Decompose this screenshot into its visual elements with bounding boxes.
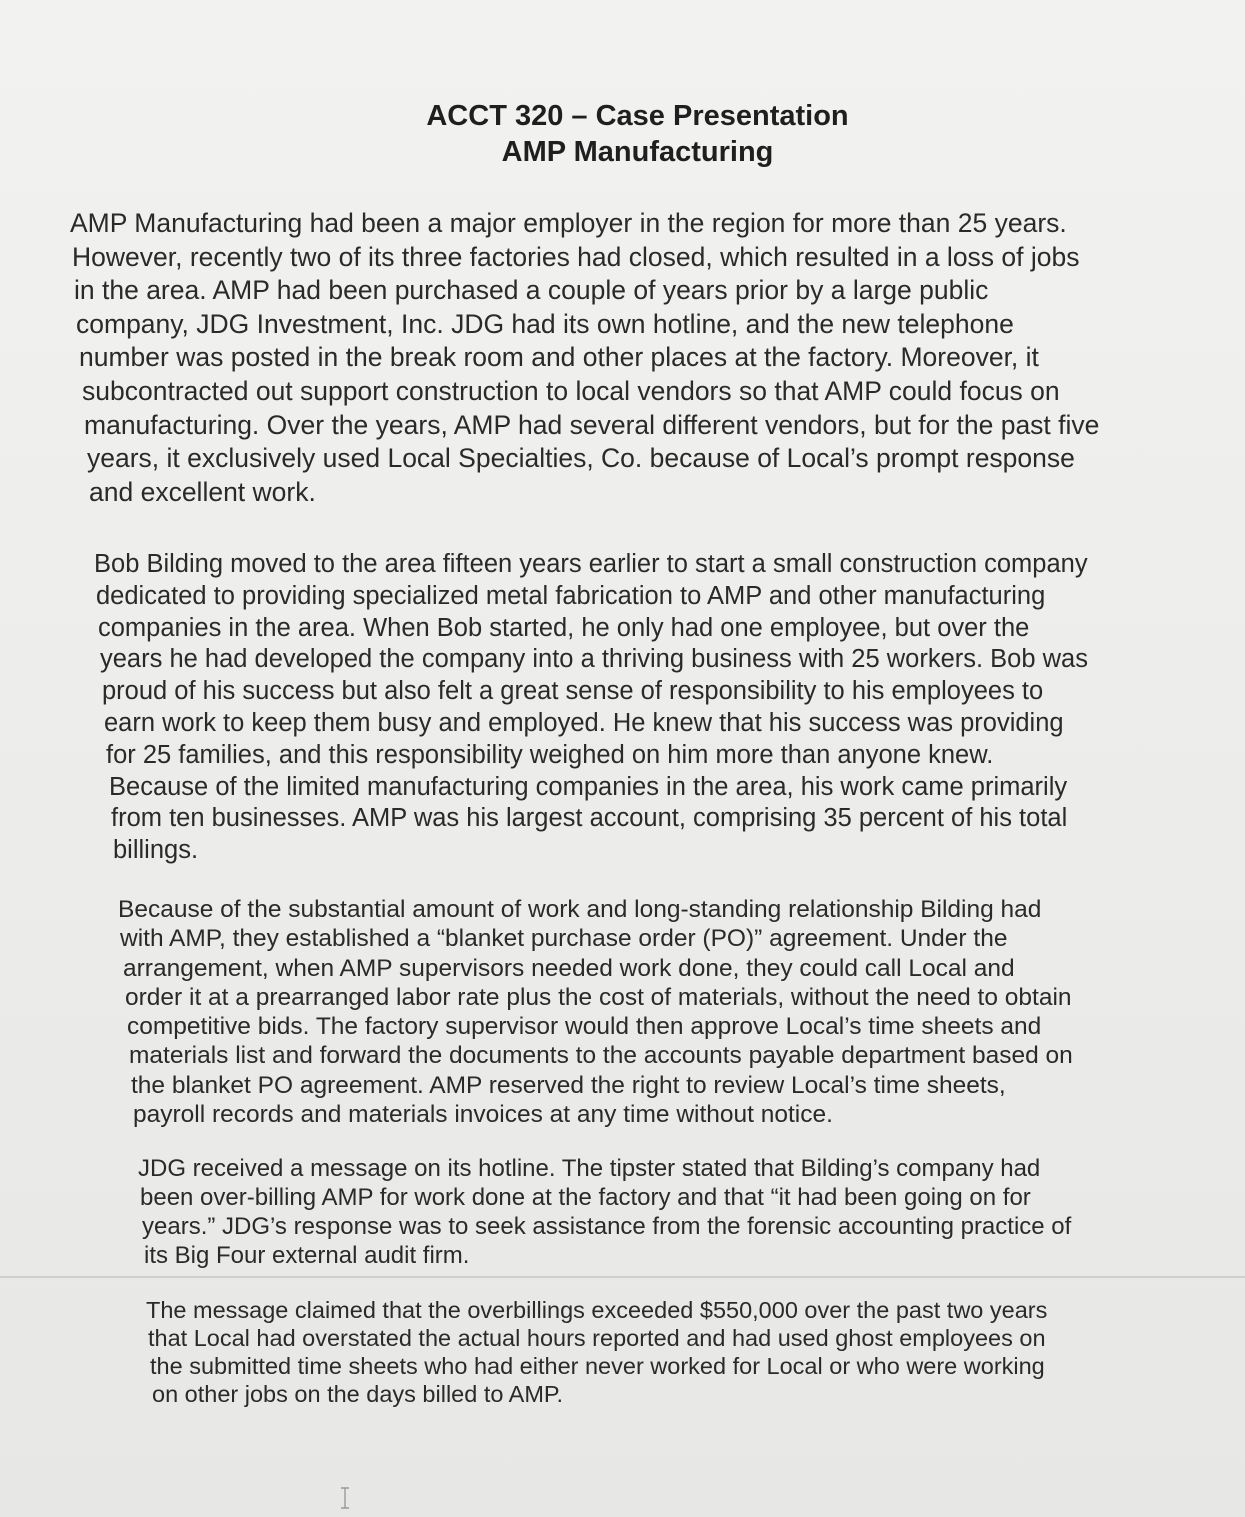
paragraph-5 xyxy=(146,1296,1206,1408)
paragraph-3 xyxy=(118,895,1198,1129)
paragraph-line: for 25 families, and this responsibility weighed on him more than anyone knew. xyxy=(106,740,994,769)
paragraph-4 xyxy=(138,1154,1198,1270)
paragraph-line: years.” JDG’s response was to seek assistance from the forensic accounting practice of xyxy=(142,1213,1072,1240)
paragraph-line: companies in the area. When Bob started, he only had one employee, but over the xyxy=(98,613,1030,642)
paragraph-line: the submitted time sheets who had either never worked for Local or who were working xyxy=(150,1353,1045,1379)
paragraph-line: proud of his success but also felt a great sense of responsibility to his employees to xyxy=(102,677,1044,706)
title-line-course: ACCT 320 – Case Presentation xyxy=(426,100,849,132)
title-line-company: AMP Manufacturing xyxy=(501,136,774,168)
paragraph-line: earn work to keep them busy and employed. He knew that his success was providing xyxy=(104,708,1064,737)
paragraph-line: However, recently two of its three factories had closed, which resulted in a loss of jobs xyxy=(72,241,1080,272)
paragraph-line: its Big Four external audit firm. xyxy=(144,1242,470,1269)
paragraph-line: payroll records and materials invoices at any time without notice. xyxy=(133,1101,833,1129)
paragraph-line: years he had developed the company into a thriving business with 25 workers. Bob was xyxy=(100,645,1088,674)
paragraph-line: The message claimed that the overbillings exceeded $550,000 over the past two years xyxy=(146,1297,1048,1323)
paragraph-line: company, JDG Investment, Inc. JDG had its own hotline, and the new telephone xyxy=(76,308,1014,339)
screen-edge-divider xyxy=(0,1276,1245,1278)
document-title xyxy=(0,98,1245,170)
paragraph-line: manufacturing. Over the years, AMP had several different vendors, but for the past five xyxy=(84,409,1100,440)
paragraph-line: been over-billing AMP for work done at the factory and that “it had been going on for xyxy=(140,1184,1031,1211)
paragraph-line: dedicated to providing specialized metal fabrication to AMP and other manufacturing xyxy=(96,581,1046,610)
paragraph-line: Bob Bilding moved to the area fifteen years earlier to start a small construction company xyxy=(94,550,1088,578)
paragraph-line: that Local had overstated the actual hours reported and had used ghost employees on xyxy=(148,1325,1046,1351)
paragraph-line: number was posted in the break room and other places at the factory. Moreover, it xyxy=(79,342,1039,373)
paragraph-line: order it at a prearranged labor rate plus the cost of materials, without the need to obtain xyxy=(125,983,1072,1011)
paragraph-line: AMP Manufacturing had been a major employer in the region for more than 25 years. xyxy=(70,208,1067,238)
paragraph-line: on other jobs on the days billed to AMP. xyxy=(152,1381,564,1407)
paragraph-line: with AMP, they established a “blanket purchase order (PO)” agreement. Under the xyxy=(120,925,1008,953)
paragraph-line: arrangement, when AMP supervisors needed work done, they could call Local and xyxy=(123,954,1015,982)
paragraph-line: materials list and forward the documents to the accounts payable department based on xyxy=(129,1042,1073,1070)
paragraph-1 xyxy=(70,207,1180,509)
paragraph-2 xyxy=(94,549,1204,867)
paragraph-line: from ten businesses. AMP was his largest account, comprising 35 percent of his total xyxy=(111,804,1068,833)
paragraph-line: Because of the limited manufacturing companies in the area, his work came primarily xyxy=(109,772,1068,801)
paragraph-line: billings. xyxy=(113,836,199,865)
paragraph-line: JDG received a message on its hotline. The tipster stated that Bilding’s company had xyxy=(138,1155,1041,1182)
paragraph-line: subcontracted out support construction to local vendors so that AMP could focus on xyxy=(82,375,1060,406)
paragraph-line: years, it exclusively used Local Specialties, Co. because of Local’s prompt response xyxy=(87,443,1075,474)
paragraph-line: Because of the substantial amount of work and long-standing relationship Bilding had xyxy=(118,896,1042,923)
paragraph-line: competitive bids. The factory supervisor would then approve Local’s time sheets and xyxy=(127,1013,1042,1041)
paragraph-line: and excellent work. xyxy=(89,476,316,507)
paragraph-line: in the area. AMP had been purchased a couple of years prior by a large public xyxy=(74,275,989,306)
paragraph-line: the blanket PO agreement. AMP reserved the right to review Local’s time sheets, xyxy=(131,1071,1006,1099)
text-cursor-icon xyxy=(338,1486,352,1510)
